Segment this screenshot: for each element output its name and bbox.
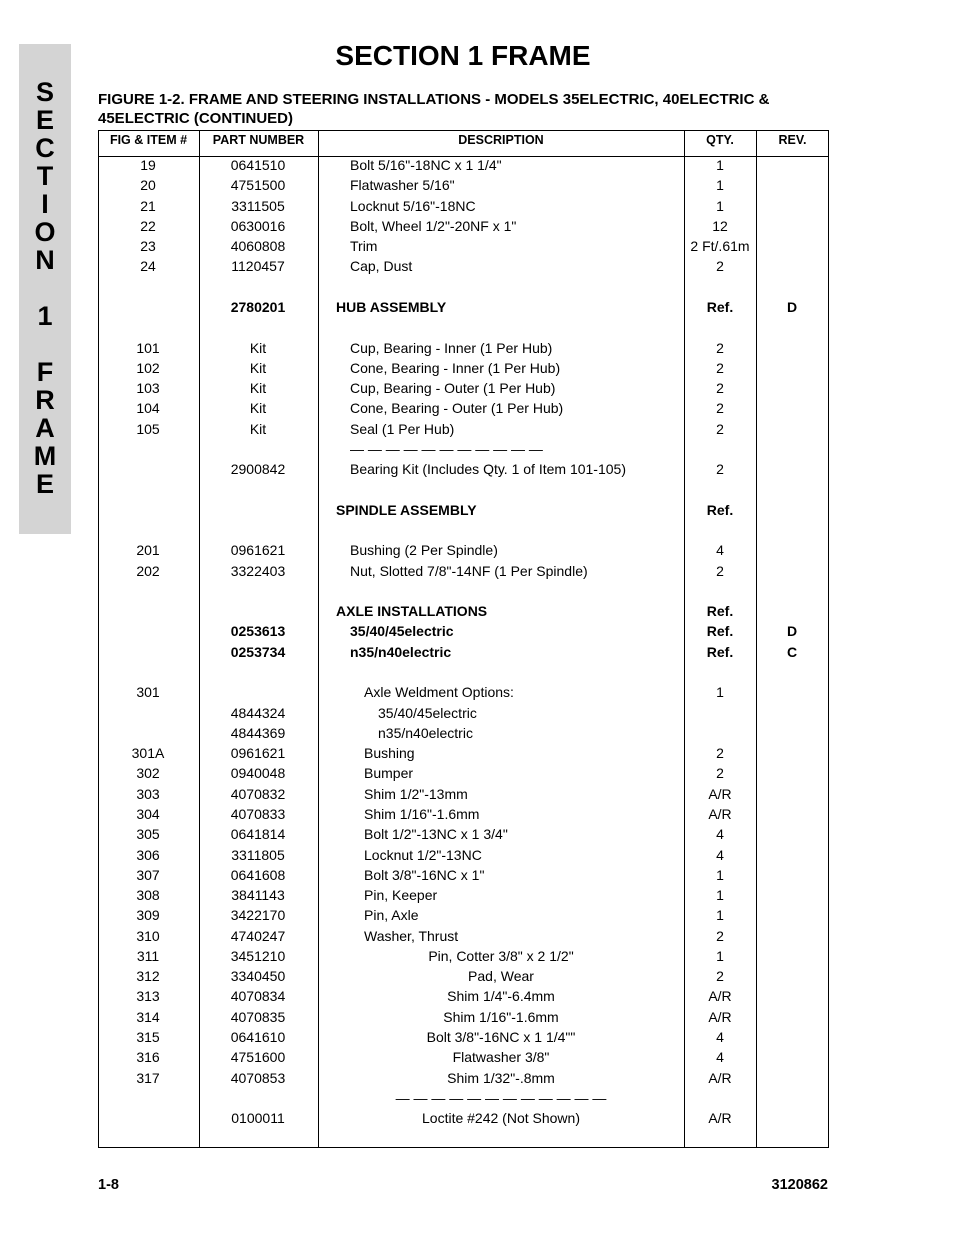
cell-description: 35/40/45electric bbox=[378, 704, 477, 721]
cell-part-number: 2900842 bbox=[230, 461, 286, 478]
cell-qty: 4 bbox=[716, 826, 724, 843]
cell-description: Loctite #242 (Not Shown) bbox=[422, 1110, 580, 1127]
cell-fig-item: 310 bbox=[136, 927, 160, 944]
cell-part-number: 3422170 bbox=[230, 907, 286, 924]
cell-fig-item: 307 bbox=[136, 866, 160, 883]
cell-part-number: 0641510 bbox=[230, 157, 286, 173]
cell-qty: A/R bbox=[708, 785, 732, 802]
cell-qty: 1 bbox=[716, 177, 724, 194]
cell-part-number: 0253613 bbox=[230, 623, 286, 640]
cell-description: Axle Weldment Options: bbox=[364, 684, 514, 701]
cell-part-number: 4070853 bbox=[230, 1069, 286, 1086]
cell-description: Cup, Bearing - Outer (1 Per Hub) bbox=[350, 380, 556, 397]
cell-qty: 2 bbox=[716, 420, 724, 437]
cell-qty: 2 bbox=[716, 765, 724, 782]
cell-fig-item: 105 bbox=[136, 420, 160, 437]
cell-part-number: Kit bbox=[249, 339, 267, 356]
cell-description: Pin, Keeper bbox=[364, 887, 438, 904]
side-tab-letter: R bbox=[35, 385, 55, 415]
cell-part-number: 0641610 bbox=[230, 1029, 286, 1046]
cell-part-number: 3311505 bbox=[231, 197, 285, 214]
cell-description: Shim 1/16"-1.6mm bbox=[364, 805, 480, 822]
cell-part-number: 0100011 bbox=[231, 1110, 285, 1127]
cell-qty: 4 bbox=[716, 1029, 724, 1046]
side-tab-letter: E bbox=[35, 105, 54, 135]
cell-qty: 12 bbox=[712, 217, 728, 234]
cell-part-number: Kit bbox=[249, 359, 267, 376]
cell-part-number: 4740247 bbox=[230, 927, 286, 944]
side-tab-letter: I bbox=[41, 189, 49, 219]
cell-qty: 2 bbox=[716, 562, 724, 579]
cell-part-number: 3322403 bbox=[230, 562, 286, 579]
cell-description: Shim 1/32"-.8mm bbox=[447, 1069, 555, 1086]
cell-qty: 1 bbox=[716, 907, 724, 924]
cell-fig-item: 202 bbox=[136, 562, 160, 579]
cell-part-number: 4070835 bbox=[230, 1008, 286, 1025]
cell-part-number: Kit bbox=[249, 420, 267, 437]
cell-description: Shim 1/4"-6.4mm bbox=[447, 988, 555, 1005]
cell-part-number: 0641608 bbox=[230, 866, 286, 883]
cell-description: — — — — — — — — — — — — bbox=[395, 1089, 607, 1106]
cell-rev: D bbox=[786, 623, 798, 640]
cell-qty: 2 bbox=[716, 400, 724, 417]
cell-qty: A/R bbox=[708, 1069, 732, 1086]
cell-description: Shim 1/2"-13mm bbox=[364, 785, 468, 802]
cell-qty: 1 bbox=[716, 866, 724, 883]
cell-qty: Ref. bbox=[706, 623, 734, 640]
cell-fig-item: 23 bbox=[140, 238, 156, 255]
cell-description: Nut, Slotted 7/8"-14NF (1 Per Spindle) bbox=[350, 562, 588, 579]
page-number: 1-8 bbox=[98, 1177, 119, 1193]
cell-fig-item: 302 bbox=[136, 765, 160, 782]
cell-description: Bumper bbox=[364, 765, 414, 782]
cell-qty: 2 bbox=[716, 339, 724, 356]
cell-description: Pin, Cotter 3/8" x 2 1/2" bbox=[428, 947, 574, 964]
side-tab-letter: N bbox=[35, 245, 55, 275]
cell-description: AXLE INSTALLATIONS bbox=[336, 603, 488, 620]
cell-part-number: 0253734 bbox=[230, 643, 286, 660]
cell-part-number: 4070832 bbox=[230, 785, 286, 802]
cell-description: HUB ASSEMBLY bbox=[336, 298, 447, 315]
figure-caption-line-1: FIGURE 1-2. FRAME AND STEERING INSTALLATIONS - MODELS 35ELECTRIC, 40ELECTRIC & bbox=[98, 91, 770, 108]
column-header-part-number: PART NUMBER bbox=[212, 133, 305, 147]
side-tab-letter: S bbox=[35, 77, 54, 107]
side-tab-letter: 1 bbox=[37, 301, 53, 331]
cell-description: Pad, Wear bbox=[468, 968, 534, 985]
cell-part-number: 4844369 bbox=[230, 724, 286, 741]
cell-description: Locknut 5/16"-18NC bbox=[350, 197, 476, 214]
cell-description: Bolt 5/16"-18NC x 1 1/4" bbox=[350, 157, 502, 173]
cell-description: Flatwasher 3/8" bbox=[452, 1049, 550, 1066]
cell-description: Flatwasher 5/16" bbox=[350, 177, 455, 194]
cell-description: Locknut 1/2"-13NC bbox=[364, 846, 482, 863]
cell-qty: A/R bbox=[708, 1008, 732, 1025]
cell-part-number: 3340450 bbox=[230, 968, 286, 985]
cell-qty: 1 bbox=[716, 684, 724, 701]
side-tab-letter: T bbox=[36, 161, 54, 191]
cell-qty: 2 bbox=[716, 927, 724, 944]
column-header-qty: QTY. bbox=[706, 133, 734, 147]
cell-part-number: 0641814 bbox=[230, 826, 286, 843]
cell-qty: 2 bbox=[716, 258, 724, 275]
cell-part-number: 3451210 bbox=[230, 947, 286, 964]
cell-part-number: 4070833 bbox=[230, 805, 286, 822]
cell-part-number: 4070834 bbox=[230, 988, 286, 1005]
cell-fig-item: 102 bbox=[136, 359, 160, 376]
figure-caption-line-2: 45ELECTRIC (CONTINUED) bbox=[98, 109, 294, 127]
cell-fig-item: 312 bbox=[136, 968, 160, 985]
cell-fig-item: 103 bbox=[136, 380, 160, 397]
cell-description: n35/n40electric bbox=[378, 724, 473, 741]
cell-fig-item: 101 bbox=[136, 339, 160, 356]
cell-fig-item: 22 bbox=[140, 217, 156, 234]
side-tab-letter: E bbox=[35, 469, 54, 499]
cell-description: SPINDLE ASSEMBLY bbox=[336, 501, 477, 518]
cell-qty: A/R bbox=[708, 1110, 732, 1127]
side-tab-letter: C bbox=[35, 133, 55, 163]
cell-part-number: 4751500 bbox=[230, 177, 286, 194]
column-header-rev: REV. bbox=[778, 133, 807, 147]
cell-qty: Ref. bbox=[706, 643, 734, 660]
cell-description: Cup, Bearing - Inner (1 Per Hub) bbox=[350, 339, 553, 356]
side-tab-letter: O bbox=[34, 217, 56, 247]
cell-qty: 4 bbox=[716, 542, 724, 559]
cell-part-number: 0961621 bbox=[230, 542, 286, 559]
side-tab-letter: M bbox=[33, 441, 57, 471]
cell-part-number: 1120457 bbox=[231, 258, 285, 275]
cell-qty: Ref. bbox=[706, 501, 734, 518]
cell-rev: D bbox=[786, 298, 798, 315]
cell-part-number: 0940048 bbox=[230, 765, 286, 782]
cell-description: Washer, Thrust bbox=[364, 927, 459, 944]
figure-caption bbox=[98, 91, 838, 128]
cell-part-number: 3841143 bbox=[231, 887, 285, 904]
cell-description: Bolt 3/8"-16NC x 1 1/4"" bbox=[426, 1029, 576, 1046]
cell-qty: 2 bbox=[716, 380, 724, 397]
cell-qty: 2 bbox=[716, 359, 724, 376]
cell-fig-item: 301 bbox=[136, 684, 160, 701]
cell-qty: A/R bbox=[708, 805, 732, 822]
cell-description: 35/40/45electric bbox=[350, 623, 454, 640]
cell-qty: 2 bbox=[716, 461, 724, 478]
document-number: 3120862 bbox=[771, 1177, 828, 1193]
cell-qty: 1 bbox=[716, 887, 724, 904]
cell-description: — — — — — — — — — — — bbox=[350, 440, 543, 457]
cell-qty: 1 bbox=[716, 197, 724, 214]
section-side-tab bbox=[19, 44, 71, 534]
cell-part-number: 0630016 bbox=[230, 217, 286, 234]
page-title: SECTION 1 FRAME bbox=[335, 40, 591, 71]
cell-qty: Ref. bbox=[706, 603, 734, 620]
cell-fig-item: 317 bbox=[136, 1069, 160, 1086]
cell-fig-item: 24 bbox=[140, 258, 156, 275]
cell-fig-item: 314 bbox=[136, 1008, 160, 1025]
cell-description: Trim bbox=[350, 238, 378, 255]
cell-description: n35/n40electric bbox=[350, 643, 452, 660]
cell-qty: 4 bbox=[716, 1049, 724, 1066]
cell-fig-item: 305 bbox=[136, 826, 160, 843]
cell-fig-item: 19 bbox=[140, 157, 156, 173]
cell-qty: 2 Ft/.61m bbox=[690, 238, 750, 255]
cell-fig-item: 315 bbox=[136, 1029, 160, 1046]
cell-description: Bearing Kit (Includes Qty. 1 of Item 101-105) bbox=[350, 461, 626, 478]
cell-fig-item: 20 bbox=[140, 177, 156, 194]
cell-qty: 4 bbox=[716, 846, 724, 863]
cell-fig-item: 316 bbox=[136, 1049, 160, 1066]
cell-fig-item: 306 bbox=[136, 846, 160, 863]
cell-part-number: 3311805 bbox=[231, 846, 285, 863]
cell-qty: Ref. bbox=[706, 298, 734, 315]
cell-description: Cap, Dust bbox=[350, 258, 413, 275]
cell-fig-item: 104 bbox=[136, 400, 160, 417]
cell-part-number: 2780201 bbox=[230, 298, 286, 315]
cell-fig-item: 303 bbox=[136, 785, 160, 802]
cell-description: Bolt, Wheel 1/2"-20NF x 1" bbox=[350, 217, 517, 234]
column-header-description: DESCRIPTION bbox=[458, 133, 544, 147]
cell-description: Cone, Bearing - Outer (1 Per Hub) bbox=[350, 400, 564, 417]
cell-part-number: Kit bbox=[249, 400, 267, 417]
cell-fig-item: 304 bbox=[136, 805, 160, 822]
cell-fig-item: 308 bbox=[136, 887, 160, 904]
cell-part-number: 0961621 bbox=[230, 745, 286, 762]
cell-qty: A/R bbox=[708, 988, 732, 1005]
column-header-fig-item: FIG & ITEM # bbox=[109, 133, 188, 147]
cell-description: Bolt 1/2"-13NC x 1 3/4" bbox=[364, 826, 508, 843]
cell-fig-item: 301A bbox=[131, 745, 165, 762]
cell-description: Shim 1/16"-1.6mm bbox=[443, 1008, 559, 1025]
cell-fig-item: 313 bbox=[136, 988, 160, 1005]
cell-description: Cone, Bearing - Inner (1 Per Hub) bbox=[350, 359, 561, 376]
cell-qty: 1 bbox=[716, 157, 724, 173]
cell-fig-item: 309 bbox=[136, 907, 160, 924]
cell-description: Bushing (2 Per Spindle) bbox=[350, 542, 498, 559]
cell-qty: 1 bbox=[716, 947, 724, 964]
cell-description: Seal (1 Per Hub) bbox=[350, 420, 455, 437]
cell-fig-item: 201 bbox=[136, 542, 160, 559]
cell-rev: C bbox=[786, 643, 798, 660]
cell-part-number: 4751600 bbox=[230, 1049, 286, 1066]
side-tab-letter: A bbox=[35, 413, 55, 443]
cell-description: Pin, Axle bbox=[364, 907, 419, 924]
cell-part-number: 4844324 bbox=[230, 704, 286, 721]
cell-part-number: Kit bbox=[249, 380, 267, 397]
cell-part-number: 4060808 bbox=[230, 238, 286, 255]
cell-qty: 2 bbox=[716, 745, 724, 762]
cell-description: Bolt 3/8"-16NC x 1" bbox=[364, 866, 485, 883]
cell-qty: 2 bbox=[716, 968, 724, 985]
side-tab-letter: F bbox=[36, 357, 54, 387]
cell-fig-item: 311 bbox=[136, 947, 160, 964]
cell-fig-item: 21 bbox=[140, 197, 156, 214]
cell-description: Bushing bbox=[364, 745, 415, 762]
